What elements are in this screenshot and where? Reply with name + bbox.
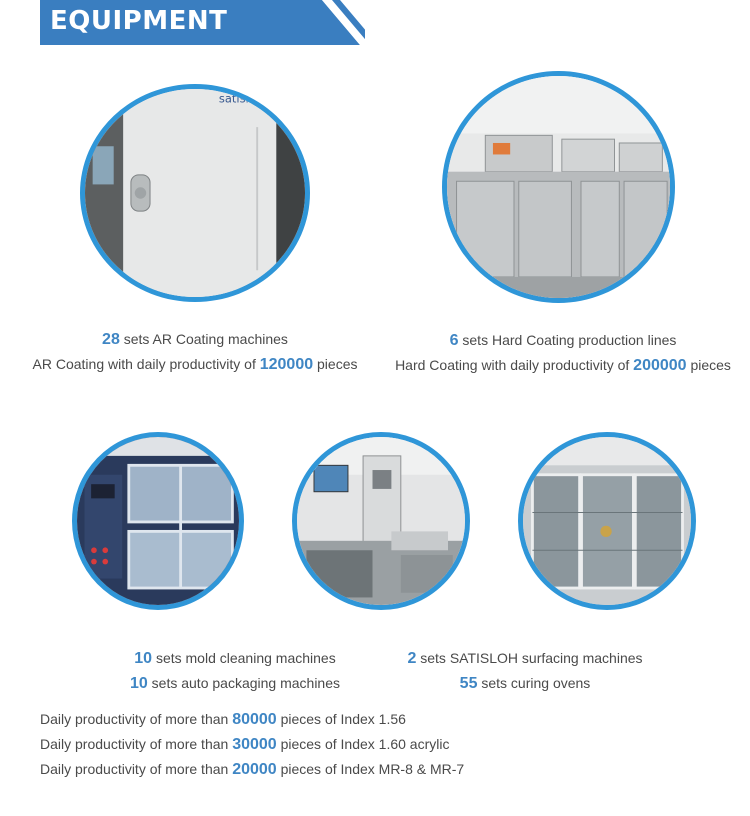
surfacing-caption	[380, 646, 670, 696]
hard-coating-productivity-text: Hard Coating with daily productivity of	[395, 357, 634, 373]
hard-coating-caption	[382, 328, 744, 378]
productivity-number: 80000	[232, 711, 277, 728]
ar-coating-count-text: sets AR Coating machines	[119, 331, 288, 347]
productivity-item	[40, 707, 464, 732]
ar-coating-count: 28	[102, 331, 120, 348]
productivity-index: pieces of Index 1.56	[276, 711, 406, 727]
productivity-item	[40, 732, 464, 757]
productivity-index: pieces of Index 1.60 acrylic	[276, 736, 450, 752]
hard-coating-productivity-number: 200000	[633, 357, 687, 374]
mold-cleaning-machines-photo	[72, 432, 244, 610]
hard-coating-line-photo	[442, 71, 675, 303]
hard-coating-count-text: sets Hard Coating production lines	[458, 332, 677, 348]
productivity-number: 30000	[232, 736, 277, 753]
curing-ovens-count: 55	[459, 675, 478, 692]
ar-coating-count-line	[0, 327, 390, 352]
surfacing-line	[380, 646, 670, 671]
productivity-item	[40, 757, 464, 782]
productivity-index: pieces of Index MR-8 & MR-7	[276, 761, 465, 777]
productivity-list	[40, 707, 464, 782]
hard-coating-count-line	[382, 328, 744, 353]
mold-cleaning-line	[100, 646, 370, 671]
productivity-text: Daily productivity of more than	[40, 711, 233, 727]
ar-coating-caption	[0, 327, 390, 377]
section-banner	[40, 0, 365, 45]
mold-cleaning-count: 10	[134, 650, 153, 667]
auto-packaging-text: sets auto packaging machines	[147, 675, 341, 691]
productivity-text: Daily productivity of more than	[40, 761, 233, 777]
curing-ovens-photo	[518, 432, 696, 610]
auto-packaging-line	[100, 671, 370, 696]
productivity-text: Daily productivity of more than	[40, 736, 233, 752]
ar-coating-productivity-line	[0, 352, 390, 377]
ar-coating-productivity-text: AR Coating with daily productivity of	[32, 356, 260, 372]
hard-coating-productivity-line	[382, 353, 744, 378]
curing-ovens-line	[380, 671, 670, 696]
surfacing-machine-photo	[292, 432, 470, 610]
machine-brand-text: satisl	[218, 91, 249, 106]
hard-coating-count: 6	[449, 332, 459, 349]
curing-ovens-text: sets curing ovens	[477, 675, 591, 691]
mold-cleaning-caption	[100, 646, 370, 696]
surfacing-text: sets SATISLOH surfacing machines	[416, 650, 643, 666]
surfacing-count: 2	[407, 650, 417, 667]
hard-coating-productivity-unit: pieces	[686, 357, 731, 373]
ar-coating-productivity-number: 120000	[259, 356, 314, 373]
auto-packaging-count: 10	[129, 675, 148, 692]
section-title: EQUIPMENT	[50, 6, 228, 36]
mold-cleaning-text: sets mold cleaning machines	[152, 650, 336, 666]
ar-coating-productivity-unit: pieces	[313, 356, 358, 372]
productivity-number: 20000	[232, 761, 277, 778]
ar-coating-machine-photo	[80, 84, 310, 302]
